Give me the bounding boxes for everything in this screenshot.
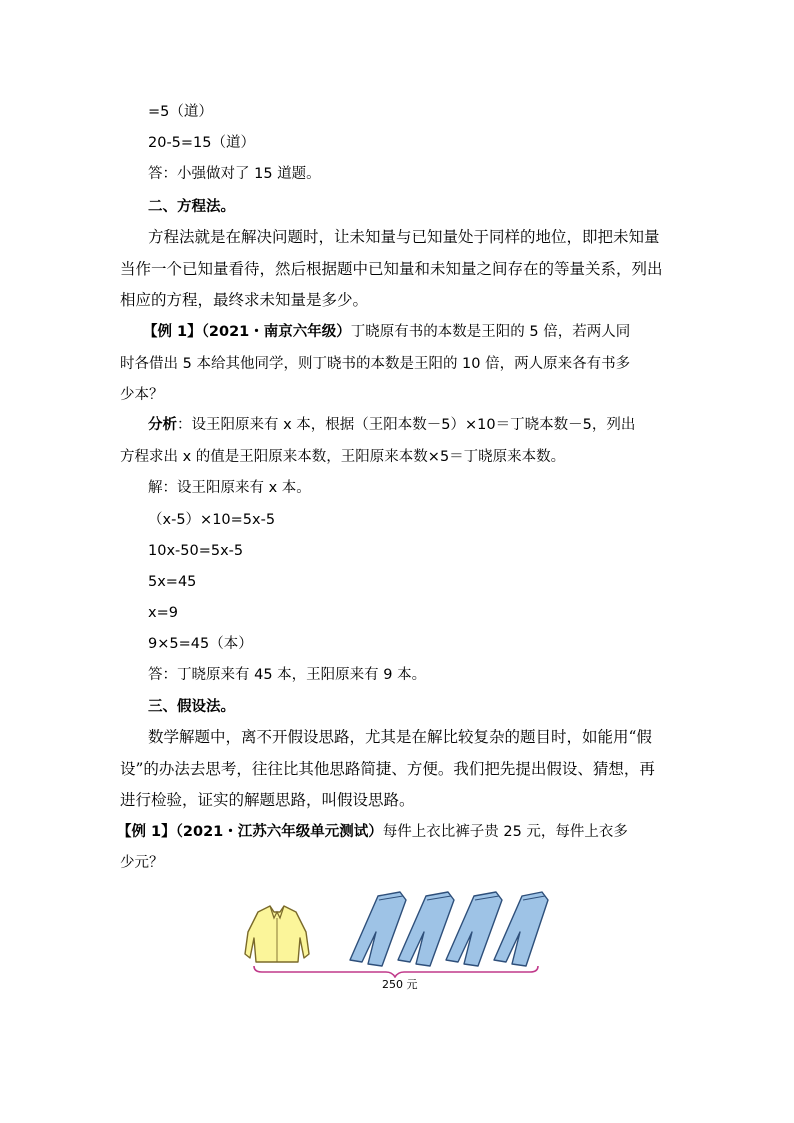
analysis-tag: 分析 xyxy=(148,417,177,433)
example-1-line-2: 时各借出 5 本给其他同学，则丁晓书的本数是王阳的 10 倍，两人原来各有书多 xyxy=(120,356,631,372)
section-heading-equation: 二、方程法。 xyxy=(148,199,235,215)
solution-line-5: x=9 xyxy=(148,605,178,621)
solution-line-1: 解：设王阳原来有 x 本。 xyxy=(148,480,311,496)
calc-line-2: 20-5=15（道） xyxy=(148,135,256,151)
total-price-label: 250 元 xyxy=(382,978,418,991)
answer-line-1: 答：小强做对了 15 道题。 xyxy=(148,166,321,182)
total-brace xyxy=(254,966,538,977)
calc-line-1: =5（道） xyxy=(148,104,213,120)
example-1-line-1 xyxy=(143,322,630,342)
example-2-line-2: 少元？ xyxy=(120,855,164,871)
answer-line-2: 答：丁晓原来有 45 本，王阳原来有 9 本。 xyxy=(148,667,427,683)
pants-icon-4 xyxy=(494,892,548,966)
paragraph-equation-2: 当作一个已知量看待，然后根据题中已知量和未知量之间存在的等量关系，列出 xyxy=(120,260,663,278)
jacket-icon xyxy=(245,906,309,962)
paragraph-assumption-2: 设”的办法去思考，往往比其他思路简捷、方便。我们把先提出假设、猜想，再 xyxy=(120,760,655,778)
example-1-text: 丁晓原有书的本数是王阳的 5 倍，若两人同 xyxy=(350,324,631,340)
solution-line-6: 9×5=45（本） xyxy=(148,636,253,652)
analysis-line-2: 方程求出 x 的值是王阳原来本数，王阳原来本数×5＝丁晓原来本数。 xyxy=(120,449,566,465)
pants-icon-3 xyxy=(446,892,502,966)
paragraph-equation-1: 方程法就是在解决问题时，让未知量与已知量处于同样的地位，即把未知量 xyxy=(148,228,660,246)
pants-icon-2 xyxy=(398,892,454,966)
example-2-tag: 【例 1】（2021・江苏六年级单元测试） xyxy=(117,824,383,840)
example-1-tag: 【例 1】（2021・南京六年级） xyxy=(143,324,351,340)
paragraph-assumption-3: 进行检验，证实的解题思路，叫假设思路。 xyxy=(120,791,415,809)
paragraph-equation-3: 相应的方程，最终求未知量是多少。 xyxy=(120,291,369,309)
clothes-figure xyxy=(240,888,550,998)
solution-line-4: 5x=45 xyxy=(148,574,197,590)
paragraph-assumption-1: 数学解题中，离不开假设思路，尤其是在解比较复杂的题目时，如能用“假 xyxy=(148,728,652,746)
example-1-line-3: 少本？ xyxy=(120,387,164,403)
example-2-text: 每件上衣比裤子贵 25 元，每件上衣多 xyxy=(382,824,628,840)
pants-icon-1 xyxy=(350,892,406,966)
solution-line-2: （x-5）×10=5x-5 xyxy=(148,512,276,528)
solution-line-3: 10x-50=5x-5 xyxy=(148,543,244,559)
analysis-line-1 xyxy=(148,415,635,435)
analysis-text: ：设王阳原来有 x 本，根据（王阳本数－5）×10＝丁晓本数－5，列出 xyxy=(177,417,636,433)
clothes-illustration xyxy=(240,888,550,978)
example-2-line-1 xyxy=(117,822,628,842)
section-heading-assumption: 三、假设法。 xyxy=(148,699,235,715)
